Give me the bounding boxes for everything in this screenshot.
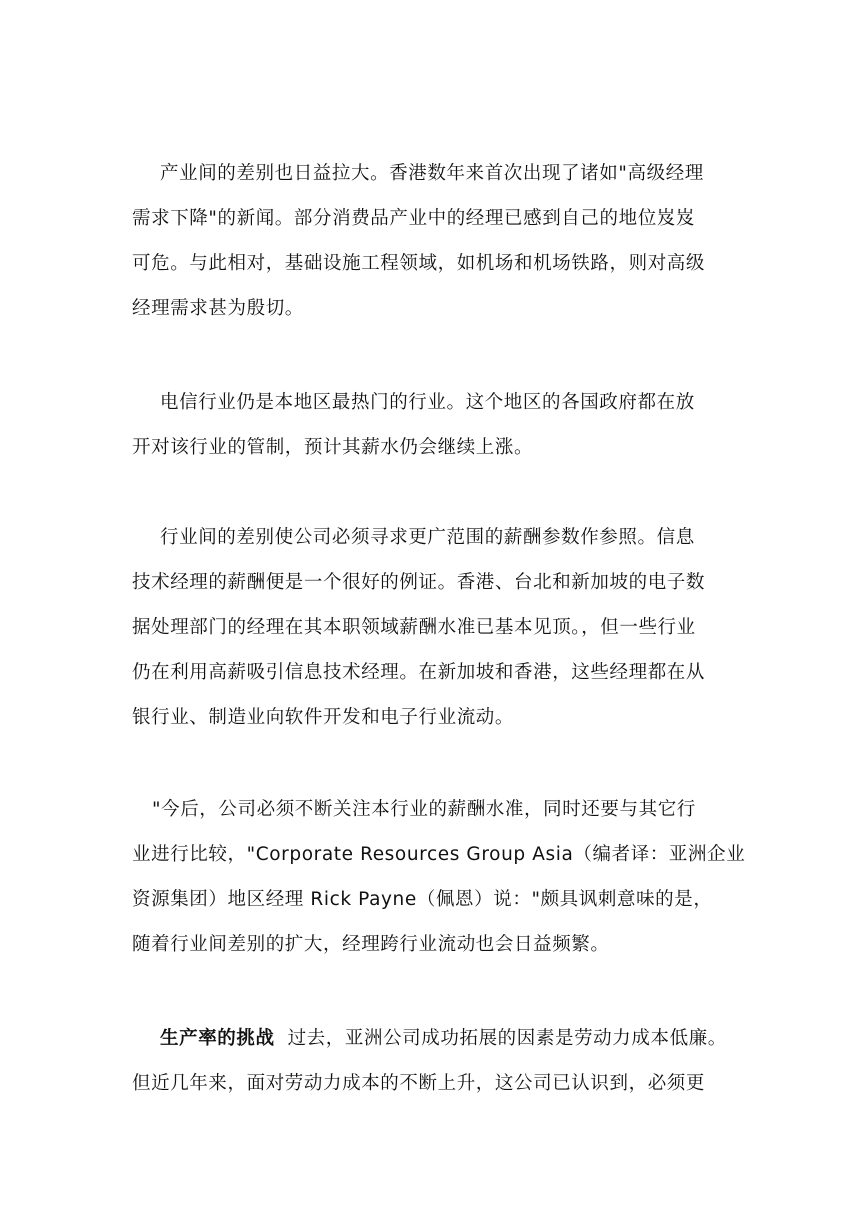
paragraph-salary-reference: [132, 515, 742, 740]
paragraph-productivity: [132, 1016, 742, 1106]
text-line: 仍在利用高薪吸引信息技术经理。在新加坡和香港，这些经理都在从: [132, 662, 706, 683]
section-heading: 生产率的挑战: [160, 1028, 275, 1049]
text-line: 随着行业间差别的扩大，经理跨行业流动也会日益频繁。: [132, 934, 610, 955]
text-run: 过去，亚洲公司成功拓展的因素是劳动力成本低廉。: [287, 1028, 727, 1049]
text-line: 技术经理的薪酬便是一个很好的例证。香港、台北和新加坡的电子数: [132, 572, 706, 593]
text-line: 需求下降"的新闻。部分消费品产业中的经理已感到自己的地位岌岌: [132, 208, 696, 229]
text-line: [132, 1016, 742, 1061]
paragraph-quote: [132, 787, 746, 967]
text-line: 经理需求甚为殷切。: [132, 298, 304, 319]
text-line: 电信行业仍是本地区最热门的行业。这个地区的各国政府都在放: [160, 392, 695, 413]
paragraph-industry-gap: [132, 151, 742, 331]
text-line: 行业间的差别使公司必须寻求更广范围的薪酬参数作参照。信息: [160, 527, 695, 548]
text-line: 银行业、制造业向软件开发和电子行业流动。: [132, 707, 515, 728]
paragraph-telecom: [132, 380, 742, 470]
text-line: "今后，公司必须不断关注本行业的薪酬水准，同时还要与其它行: [152, 799, 696, 820]
text-line: 业进行比较，"Corporate Resources Group Asia（编者译：亚洲企业: [132, 844, 746, 865]
text-line: 产业间的差别也日益拉大。香港数年来首次出现了诸如"高级经理: [160, 163, 704, 184]
text-line: 开对该行业的管制，预计其薪水仍会继续上涨。: [132, 437, 534, 458]
text-line: 可危。与此相对，基础设施工程领域，如机场和机场铁路，则对高级: [132, 253, 706, 274]
text-line: 但近几年来，面对劳动力成本的不断上升，这公司已认识到，必须更: [132, 1073, 706, 1094]
text-line: 资源集团）地区经理 Rick Payne（佩恩）说："颇具讽刺意味的是，: [132, 889, 713, 910]
text-line: 据处理部门的经理在其本职领域薪酬水准已基本见顶。，但一些行业: [132, 617, 696, 638]
